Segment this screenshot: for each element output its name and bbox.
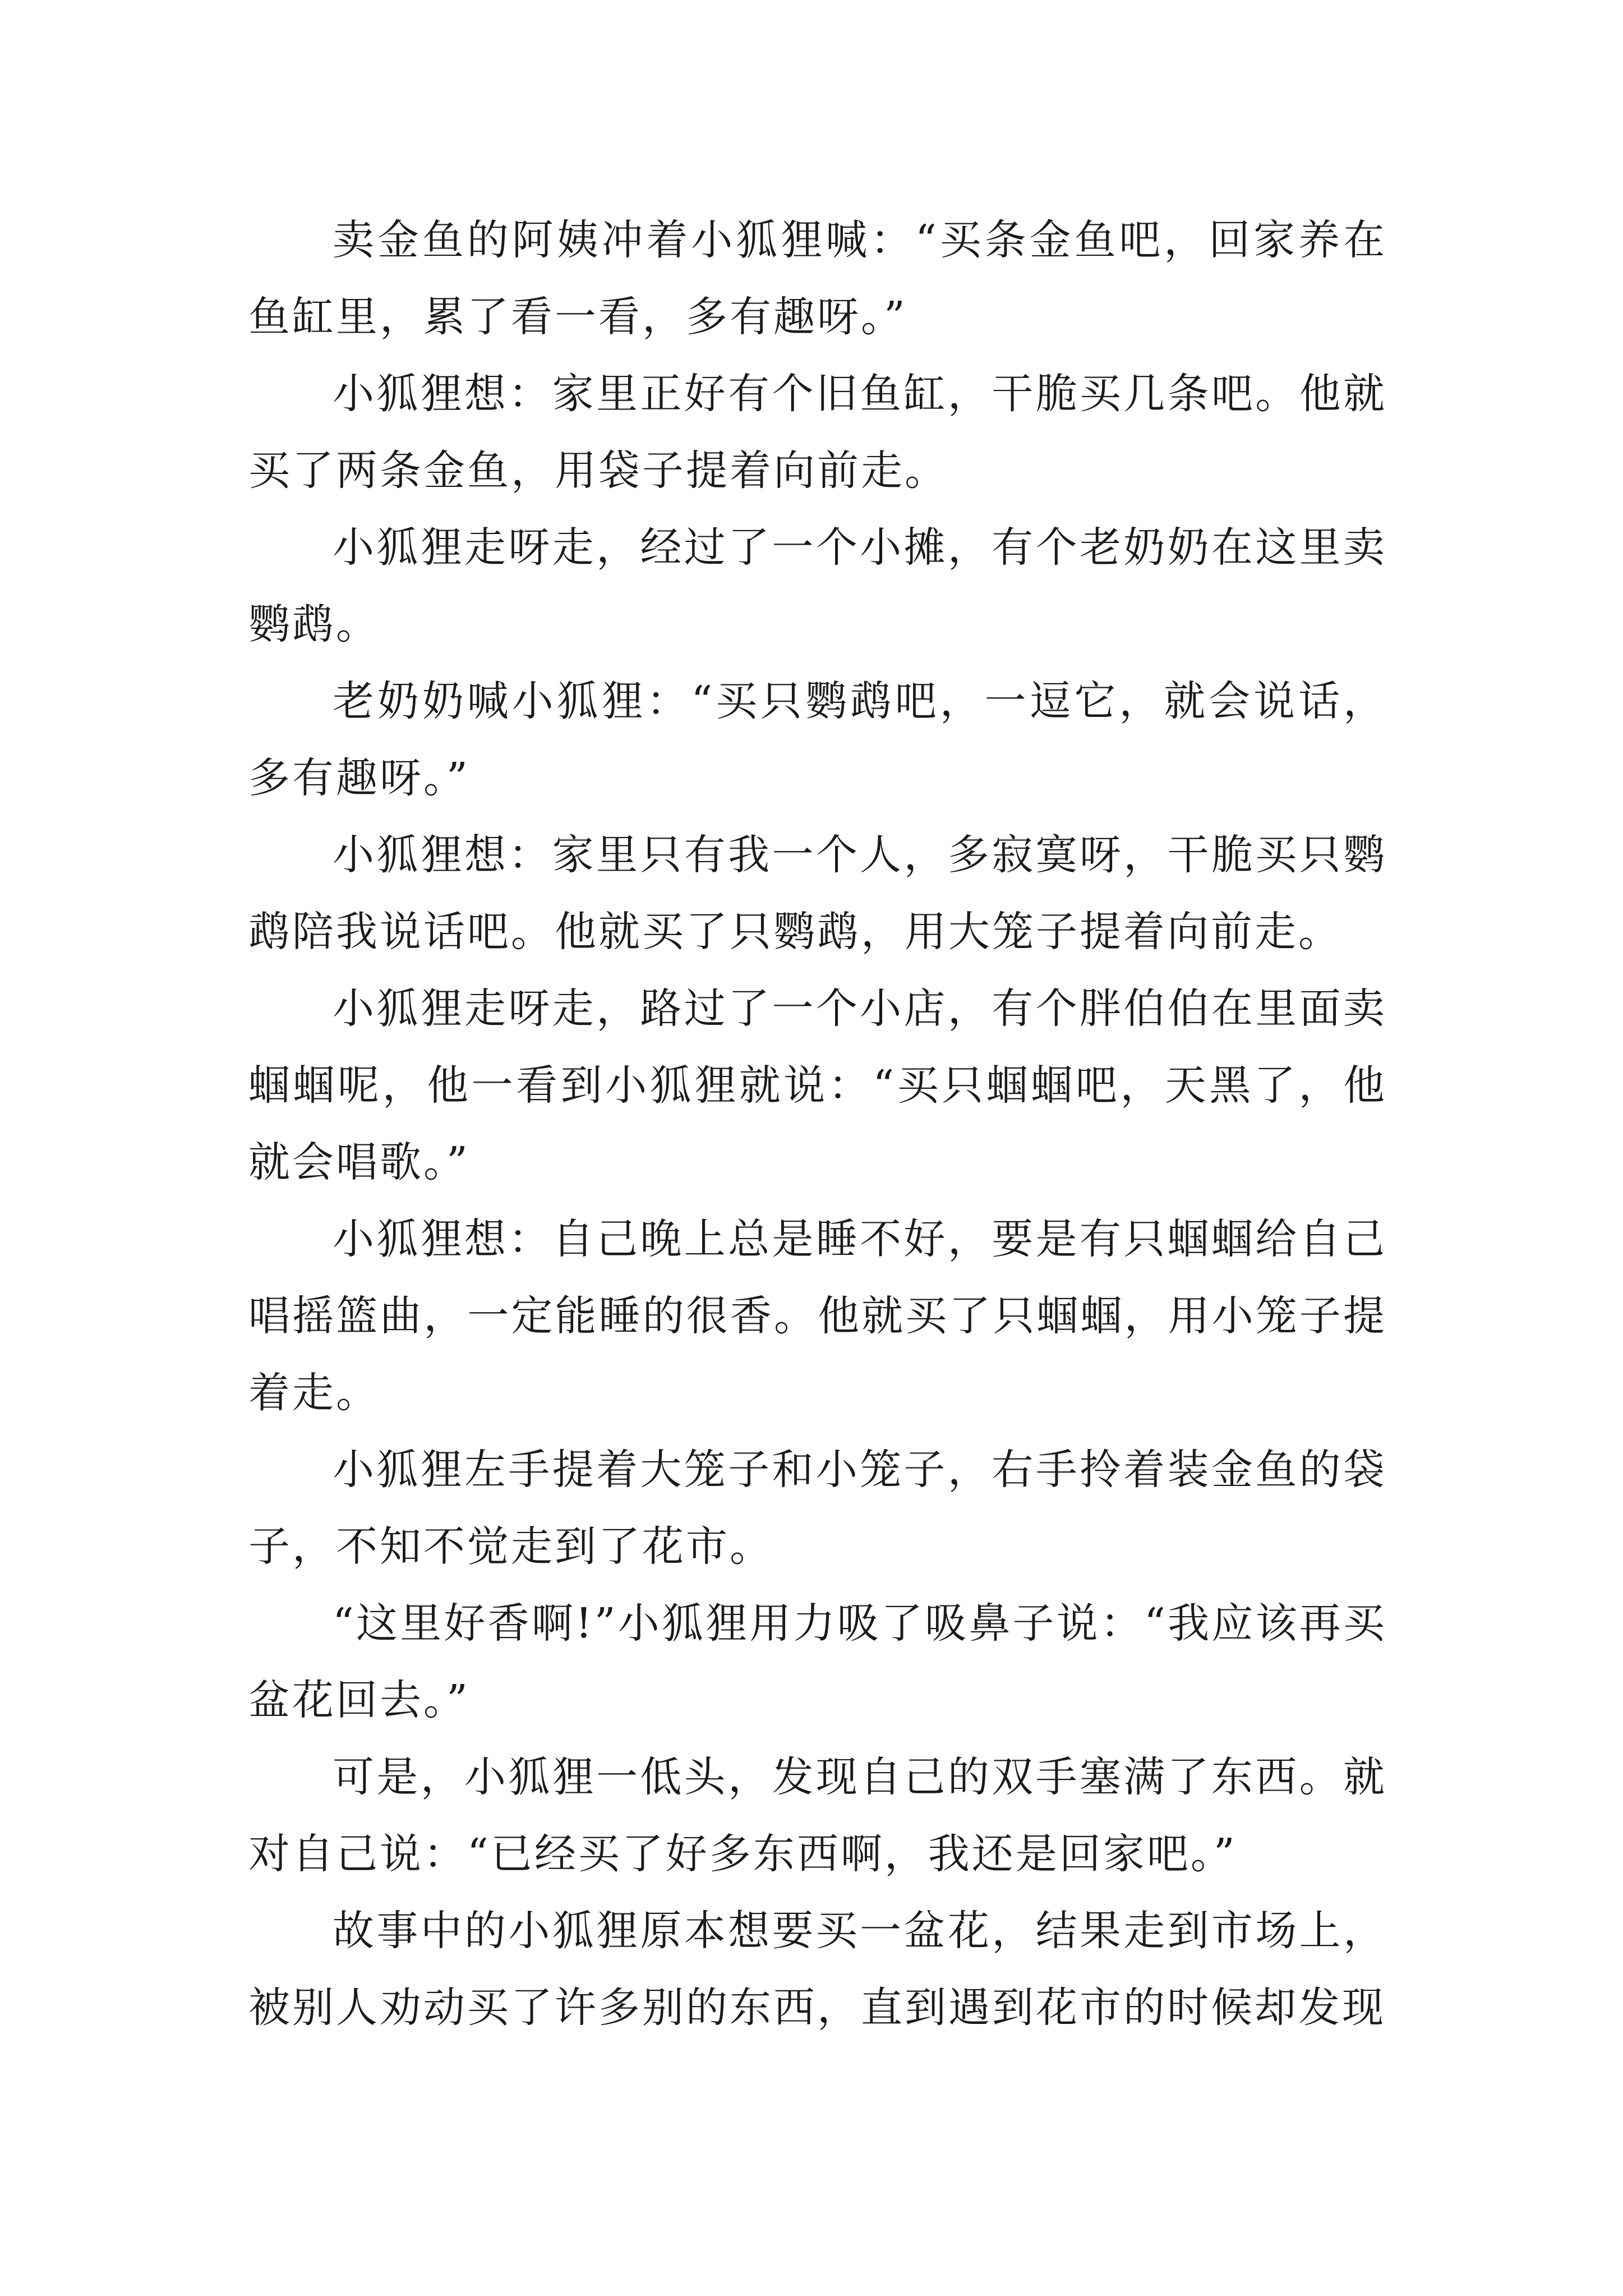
paragraph-4: 老奶奶喊小狐狸：“买只鹦鹉吧，一逗它，就会说话，多有趣呀。” bbox=[248, 677, 1387, 802]
paragraph-9: “这里好香啊!”小狐狸用力吸了吸鼻子说：“我应该再买盆花回去。” bbox=[248, 1599, 1387, 1724]
paragraph-7: 小狐狸想：自己晚上总是睡不好，要是有只蝈蝈给自己唱摇篮曲，一定能睡的很香。他就买了只蝈蝈，用小笼子提着走。 bbox=[248, 1215, 1387, 1417]
document-body bbox=[248, 202, 1387, 2046]
paragraph-1: 卖金鱼的阿姨冲着小狐狸喊：“买条金鱼吧，回家养在鱼缸里，累了看一看，多有趣呀。” bbox=[248, 216, 1387, 341]
paragraph-2: 小狐狸想：家里正好有个旧鱼缸，干脆买几条吧。他就买了两条金鱼，用袋子提着向前走。 bbox=[248, 370, 1387, 495]
paragraph-5: 小狐狸想：家里只有我一个人，多寂寞呀，干脆买只鹦鹉陪我说话吧。他就买了只鹦鹉，用大笼子提着向前走。 bbox=[248, 831, 1387, 956]
paragraph-8: 小狐狸左手提着大笼子和小笼子，右手拎着装金鱼的袋子，不知不觉走到了花市。 bbox=[248, 1446, 1387, 1571]
paragraph-11: 故事中的小狐狸原本想要买一盆花，结果走到市场上，被别人劝动买了许多别的东西，直到遇到花市的时候却发现 bbox=[248, 1907, 1387, 2032]
paragraph-3: 小狐狸走呀走，经过了一个小摊，有个老奶奶在这里卖鹦鹉。 bbox=[248, 523, 1387, 648]
paragraph-10: 可是，小狐狸一低头，发现自己的双手塞满了东西。就对自己说：“已经买了好多东西啊，我还是回家吧。” bbox=[248, 1753, 1387, 1878]
paragraph-6: 小狐狸走呀走，路过了一个小店，有个胖伯伯在里面卖蝈蝈呢，他一看到小狐狸就说：“买只蝈蝈吧，天黑了，他就会唱歌。” bbox=[248, 984, 1387, 1186]
